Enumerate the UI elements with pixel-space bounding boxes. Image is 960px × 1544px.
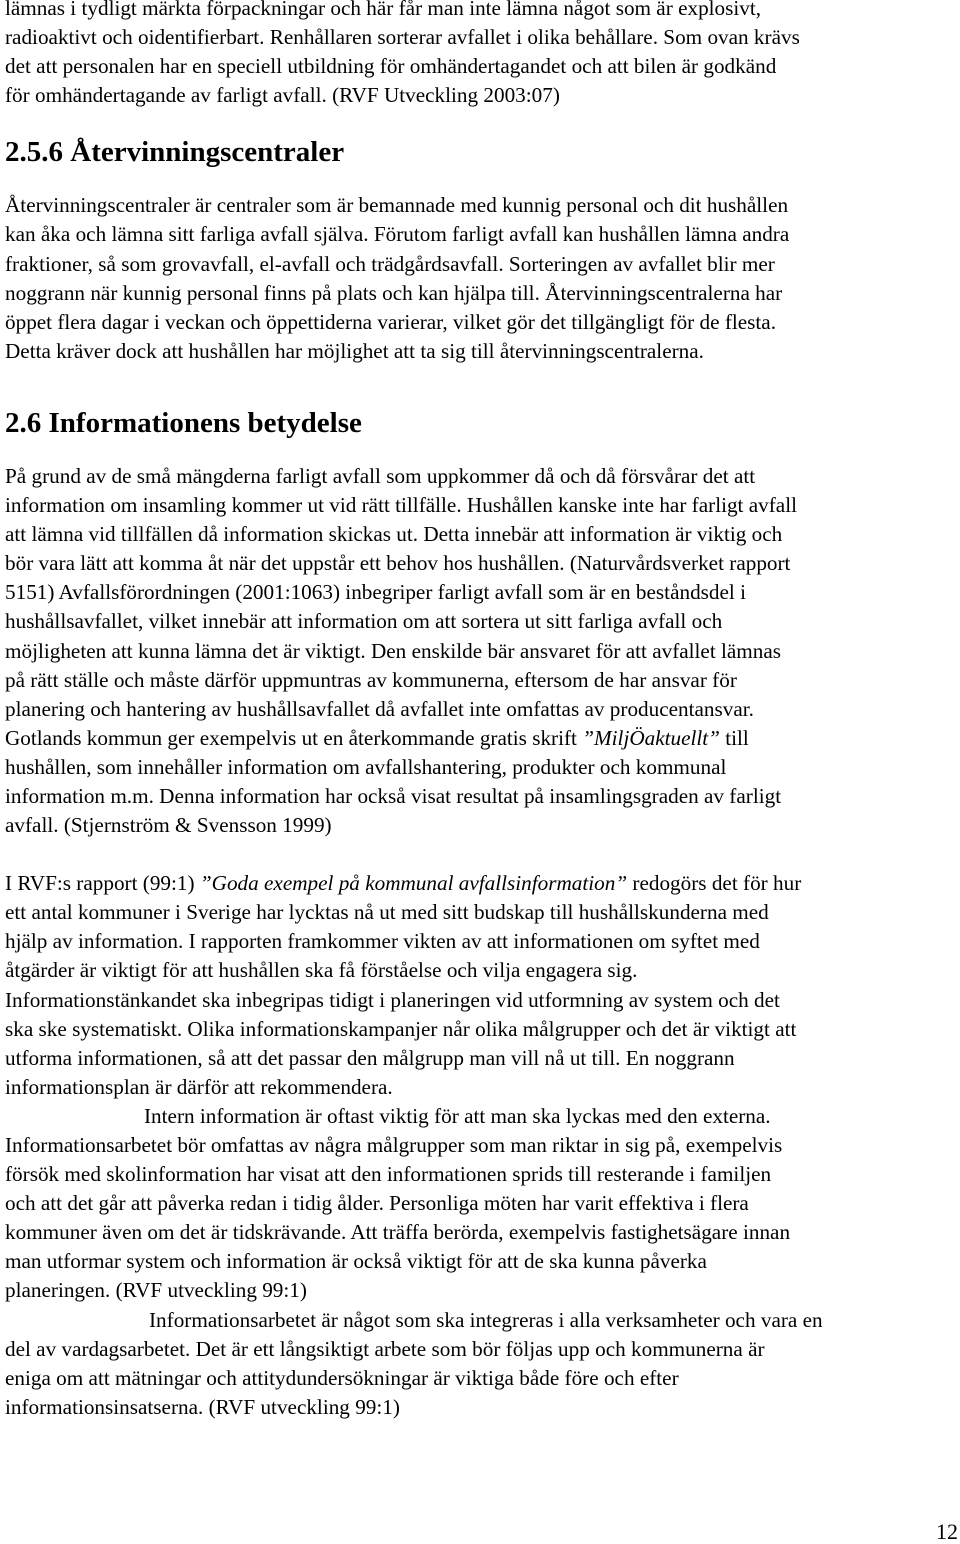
text-line: radioaktivt och oidentifierbart. Renhållaren sorterar avfallet i olika behållare. Som ovan krävs [5, 25, 800, 50]
page-number: 12 [936, 1519, 958, 1544]
text-line: fraktioner, så som grovavfall, el-avfall och trädgårdsavfall. Sorteringen av avfallet blir mer [5, 251, 775, 276]
text-line: del av vardagsarbetet. Det är ett långsiktigt arbete som bör följas upp och kommunerna är [5, 1336, 765, 1361]
intro-paragraph [5, 0, 955, 110]
text-line: möjligheten att kunna lämna det är viktigt. Den enskilde bär ansvaret för att avfallet lämnas [5, 638, 782, 663]
text-line: Informationstänkandet ska inbegripas tidigt i planeringen vid utformning av system och det [5, 987, 780, 1012]
text-line: försök med skolinformation har visat att den informationen sprids till resterande i familjen [5, 1162, 772, 1187]
text-line: man utformar system och information är också viktigt för att de ska kunna påverka [5, 1249, 707, 1274]
text-line: ett antal kommuner i Sverige har lycktas nå ut med sitt budskap till hushållskunderna med [5, 900, 769, 925]
text-line: information om insamling kommer ut vid rätt tillfälle. Hushållen kanske inte har farligt avfall [5, 493, 797, 518]
text-fragment: I RVF:s rapport (99:1) [5, 871, 200, 896]
text-line: hushållen, som innehåller information om avfallshantering, produkter och kommunal [5, 754, 727, 779]
text-line: det att personalen har en speciell utbildning för omhändertagandet och att bilen är godkänd [5, 54, 777, 79]
text-line: kan åka och lämna sitt farliga avfall själva. Förutom farligt avfall kan hushållen lämna andra [5, 222, 790, 247]
section-2-6-paragraph-3 [5, 1102, 955, 1306]
section-2-6-paragraph-1 [5, 462, 955, 840]
section-2-6-paragraph-2 [5, 869, 955, 1102]
text-line: lämnas i tydligt märkta förpackningar och här får man inte lämna något som är explosivt, [5, 0, 762, 20]
text-line: Informationsarbetet är något som ska integreras i alla verksamheter och vara en [149, 1307, 823, 1332]
section-2-5-6-paragraph [5, 191, 955, 366]
text-line: åtgärder är viktigt för att hushållen ska få förståelse och vilja engagera sig. [5, 958, 638, 983]
text-line: hjälp av information. I rapporten framkommer vikten av att informationen om syftet med [5, 929, 760, 954]
document-page [5, 0, 955, 1422]
text-line: Intern information är oftast viktig för att man ska lyckas med den externa. [144, 1103, 771, 1128]
text-line: Informationsarbetet bör omfattas av några målgrupper som man riktar in sig på, exempelvis [5, 1133, 783, 1157]
text-line: planering och hantering av hushållsavfallet då avfallet inte omfattas av producentansvar. [5, 696, 754, 721]
text-line: avfall. (Stjernström & Svensson 1999) [5, 813, 332, 838]
text-line: och att det går att påverka redan i tidig ålder. Personliga möten har varit effektiva i flera [5, 1191, 749, 1216]
text-line: på rätt ställe och måste därför uppmuntras av kommunerna, eftersom de har ansvar för [5, 667, 737, 692]
text-line [5, 724, 955, 753]
text-line: kommuner även om det är tidskrävande. Att träffa berörda, exempelvis fastighetsägare innan [5, 1220, 791, 1245]
section-heading-2-5-6: 2.5.6 Återvinningscentraler [5, 136, 345, 169]
text-line: öppet flera dagar i veckan och öppettiderna varierar, vilket gör det tillgängligt för de flesta. [5, 309, 777, 334]
text-line: informationsinsatserna. (RVF utveckling 99:1) [5, 1394, 400, 1419]
text-line [5, 869, 955, 898]
text-line: noggrann när kunnig personal finns på plats och kan hjälpa till. Återvinningscentralerna har [5, 280, 783, 305]
text-line: Detta kräver dock att hushållen har möjlighet att ta sig till återvinningscentralerna. [5, 338, 704, 363]
publication-title: ”MiljÖaktuellt” [582, 725, 720, 750]
section-heading-2-6: 2.6 Informationens betydelse [5, 406, 362, 439]
text-line: information m.m. Denna information har också visat resultat på insamlingsgraden av farligt [5, 783, 782, 808]
section-2-6-paragraph-4 [5, 1306, 955, 1422]
text-line: utforma informationen, så att det passar den målgrupp man vill nå ut till. En noggrann [5, 1045, 735, 1070]
text-fragment: Gotlands kommun ger exempelvis ut en återkommande gratis skrift [5, 725, 583, 750]
text-line: hushållsavfallet, vilket innebär att information om att sortera ut sitt farliga avfall och [5, 609, 723, 634]
report-title: ”Goda exempel på kommunal avfallsinformation” [199, 871, 628, 896]
text-line: informationsplan är därför att rekommendera. [5, 1074, 393, 1099]
text-line: På grund av de små mängderna farligt avfall som uppkommer då och då försvårar det att [5, 463, 756, 488]
text-line: för omhändertagande av farligt avfall. (RVF Utveckling 2003:07) [5, 83, 560, 108]
text-line: 5151) Avfallsförordningen (2001:1063) inbegriper farligt avfall som är en beståndsdel i [5, 580, 746, 605]
text-fragment: redogörs det för hur [627, 871, 802, 896]
text-line: eniga om att mätningar och attitydundersökningar är viktiga både före och efter [5, 1365, 679, 1390]
text-line: ska ske systematiskt. Olika informationskampanjer når olika målgrupper och det är viktigt att [5, 1016, 797, 1041]
text-line: bör vara lätt att komma åt när det uppstår ett behov hos hushållen. (Naturvårdsverket rapport [5, 551, 791, 576]
text-line: att lämna vid tillfällen då information skickas ut. Detta innebär att information är viktig och [5, 522, 783, 547]
text-line: planeringen. (RVF utveckling 99:1) [5, 1278, 307, 1303]
text-fragment: till [719, 725, 749, 750]
text-line: Återvinningscentraler är centraler som är bemannade med kunnig personal och dit hushållen [5, 193, 789, 218]
